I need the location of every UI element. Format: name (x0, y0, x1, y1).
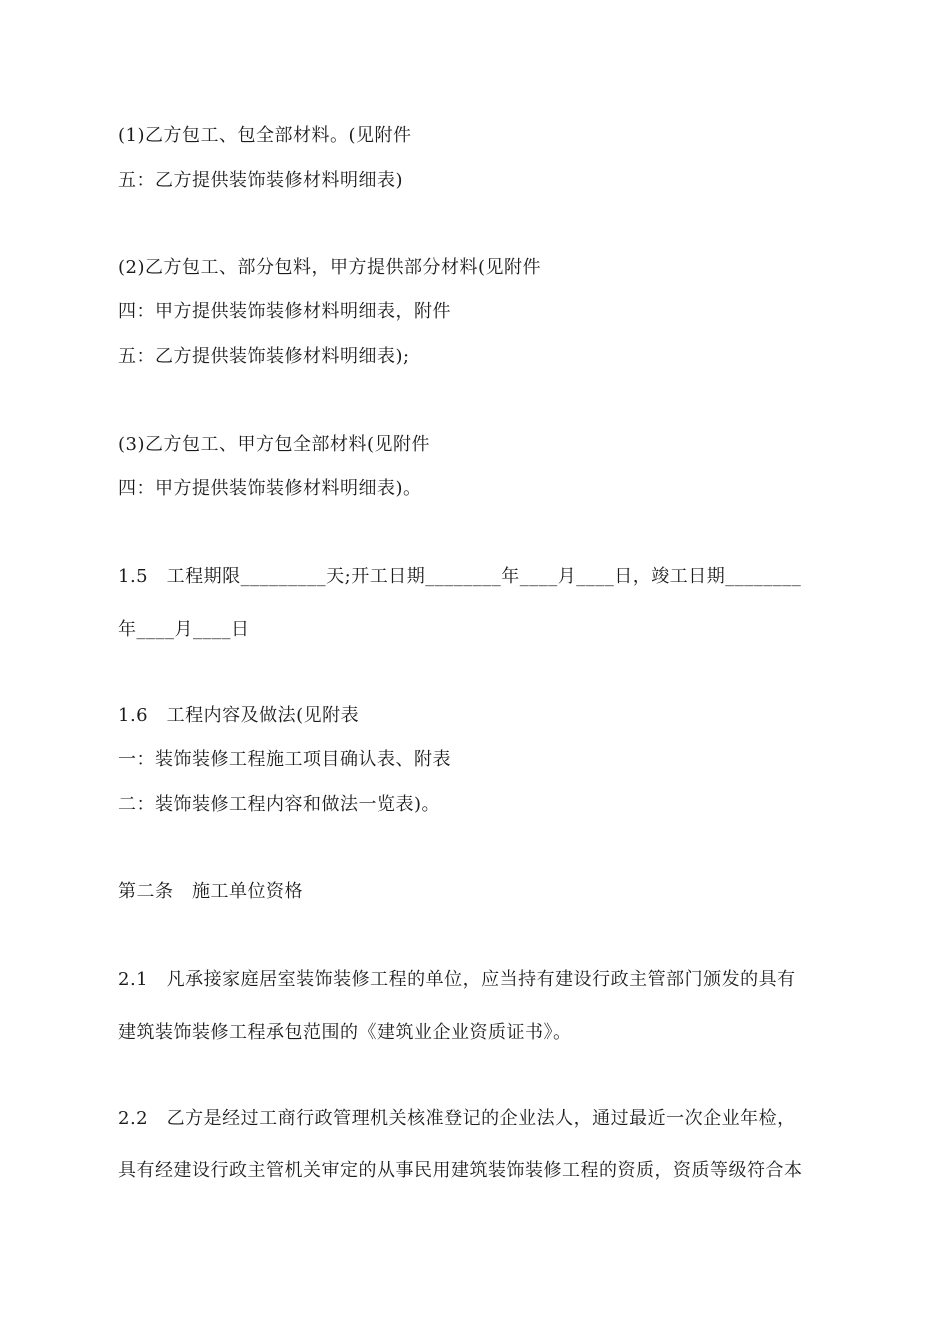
text-line: 四：甲方提供装饰装修材料明细表)。 (118, 478, 422, 499)
text-line: 五：乙方提供装饰装修材料明细表); (118, 346, 410, 367)
text-line: 建筑装饰装修工程承包范围的《建筑业企业资质证书》。 (118, 1022, 572, 1043)
text-line: (2)乙方包工、部分包料，甲方提供部分材料(见附件 (118, 257, 542, 278)
text-line: 1.5 工程期限_________天;开工日期________年____月____日，竣工日期________ (118, 566, 802, 587)
text-line: 一：装饰装修工程施工项目确认表、附表 (118, 749, 451, 770)
text-line: 年____月____日 (118, 619, 250, 640)
text-line: 四：甲方提供装饰装修材料明细表，附件 (118, 301, 451, 322)
text-line: 二：装饰装修工程内容和做法一览表)。 (118, 794, 441, 815)
text-line: 1.6 工程内容及做法(见附表 (118, 705, 360, 726)
section-heading: 第二条 施工单位资格 (118, 881, 303, 902)
text-line: (3)乙方包工、甲方包全部材料(见附件 (118, 434, 431, 455)
text-line: 五：乙方提供装饰装修材料明细表) (118, 170, 404, 191)
text-line: 具有经建设行政主管机关审定的从事民用建筑装饰装修工程的资质，资质等级符合本 (118, 1160, 803, 1181)
text-line: 2.2 乙方是经过工商行政管理机关核准登记的企业法人，通过最近一次企业年检， (118, 1108, 796, 1129)
text-line: (1)乙方包工、包全部材料。(见附件 (118, 125, 412, 146)
text-line: 2.1 凡承接家庭居室装饰装修工程的单位，应当持有建设行政主管部门颁发的具有 (118, 969, 796, 990)
